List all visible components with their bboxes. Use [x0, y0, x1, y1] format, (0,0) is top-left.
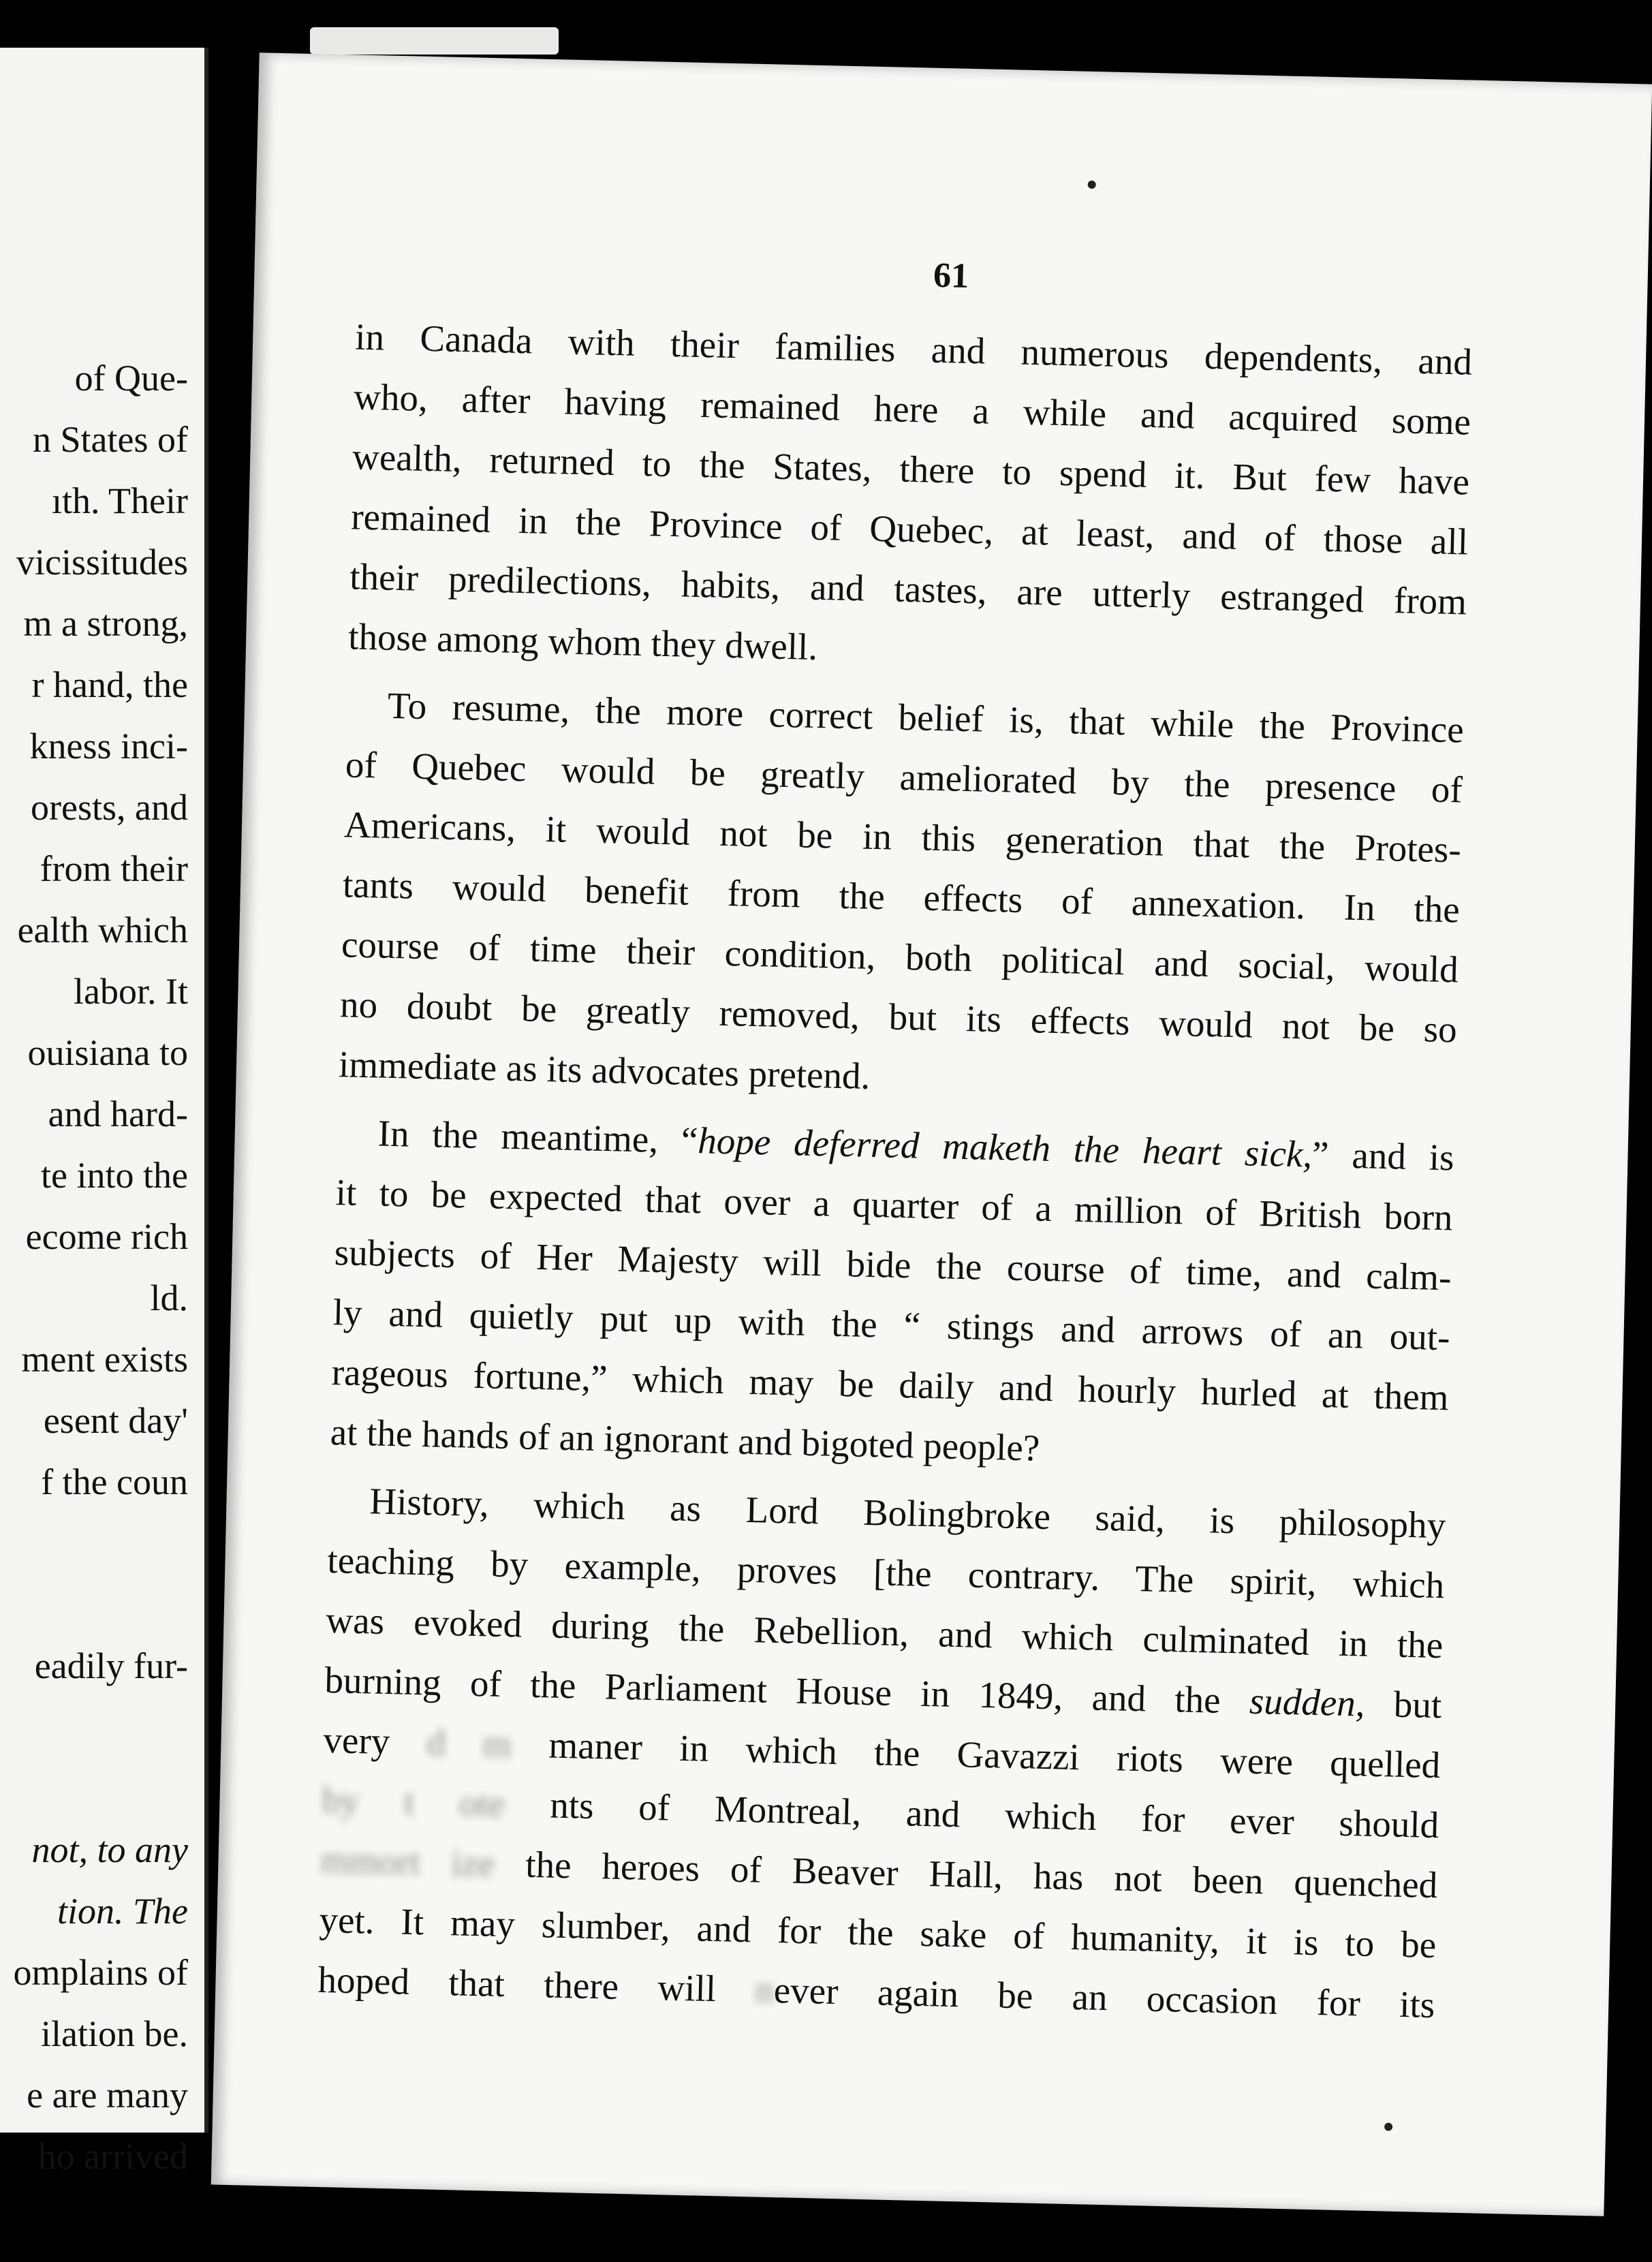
facing-page-line: ıth. Their: [52, 480, 188, 521]
facing-page-line: not, to any: [31, 1829, 188, 1870]
text-line: in Canada with their families and numerous dependents, and: [354, 315, 1473, 383]
text-line: who, after having remained here a while and acquired some: [353, 375, 1471, 443]
text-run: ” and is: [1311, 1133, 1455, 1179]
paragraph-2: [338, 675, 1465, 1119]
page-body: [317, 307, 1473, 2044]
facing-page-line: vicissitudes: [16, 542, 188, 583]
facing-page-line: and hard-: [48, 1094, 188, 1134]
text-line: subjects of Her Majesty will bide the course of time, and calm-: [334, 1231, 1452, 1299]
facing-page-line: [0, 1513, 188, 1635]
facing-page-line: e are many: [27, 2075, 188, 2116]
facing-page-line: f the coun: [41, 1461, 188, 1502]
text-run: but: [1364, 1682, 1442, 1726]
text-line: those among whom they dwell.: [347, 615, 818, 668]
facing-page-line: orests, and: [31, 787, 188, 828]
smudged-text: n: [754, 1968, 775, 2011]
facing-page-line: ld.: [150, 1277, 188, 1318]
text-line: remained in the Province of Quebec, at least, and of those all: [350, 495, 1469, 563]
text-line: immediate as its advocates pretend.: [338, 1043, 871, 1097]
text-run: hoped that there will: [317, 1958, 756, 2011]
text-line: yet. It may slumber, and for the sake of humanity, it is to be: [318, 1898, 1437, 1966]
facing-page-line: eadily fur-: [34, 1645, 188, 1686]
text-run: maner in which the Gavazzi riots were quelled: [511, 1723, 1441, 1786]
facing-page-line: ment exists: [21, 1339, 188, 1380]
facing-page-text: [0, 347, 188, 2187]
text-line: at the hands of an ignorant and bigoted people?: [330, 1411, 1040, 1469]
page-tab: [310, 27, 559, 55]
facing-page: [0, 48, 208, 2177]
facing-page-line: ilation be.: [41, 2013, 188, 2054]
facing-page-line: of Que-: [74, 358, 188, 399]
facing-page-line: ealth which: [17, 910, 188, 950]
text-line: teaching by example, proves [the contrary. The spirit, which: [326, 1539, 1445, 1607]
page-number: 61: [933, 255, 969, 296]
text-run: the heroes of Beaver Hall, has not been quenched: [494, 1842, 1438, 1906]
text-line: course of time their condition, both political and social, would: [341, 923, 1459, 991]
text-line: tants would benefit from the effects of annexation. In the: [342, 863, 1461, 931]
facing-page-line: ecome rich: [25, 1216, 188, 1257]
text-line: wealth, returned to the States, there to spend it. But few have: [352, 435, 1470, 503]
paragraph-3: [330, 1102, 1455, 1487]
text-line: History, which as Lord Bolingbroke said, is philosophy: [369, 1480, 1446, 1547]
text-line: of Quebec would be greatly ameliorated by the presence of: [345, 743, 1463, 811]
facing-page-line: [0, 1696, 188, 1819]
facing-page-line: kness inci-: [29, 726, 188, 766]
ink-speck: [1088, 181, 1096, 189]
emphasis: sudden,: [1249, 1679, 1366, 1724]
facing-page-line: n States of: [33, 419, 188, 460]
text-line: rageous fortune,” which may be daily and hourly hurled at them: [331, 1351, 1450, 1419]
facing-page-line: from their: [40, 848, 188, 889]
paragraph-1: [347, 307, 1473, 692]
text-line: was evoked during the Rebellion, and which culminated in the: [325, 1599, 1444, 1667]
facing-page-line: labor. It: [74, 971, 188, 1012]
text-line: no doubt be greatly removed, but its effects would not be so: [339, 983, 1458, 1051]
smudged-text: d m: [426, 1721, 512, 1765]
text-run: In the meantime, “: [377, 1112, 699, 1162]
smudged-text: by t ote: [321, 1778, 551, 1826]
facing-page-line: ouisiana to: [27, 1032, 188, 1073]
text-run: burning of the Parliament House in 1849, and the: [324, 1659, 1250, 1722]
smudged-text: mmort ize: [320, 1838, 496, 1885]
facing-page-line: ho arrived: [37, 2136, 188, 2177]
facing-page-line: r hand, the: [31, 664, 188, 705]
text-line: To resume, the more correct belief is, that while the Province: [387, 684, 1465, 751]
text-line: their predilections, habits, and tastes, are utterly estranged from: [349, 555, 1467, 623]
quotation: hope deferred maketh the heart sick,: [697, 1119, 1313, 1175]
facing-page-line: m a strong,: [23, 603, 188, 644]
paragraph-4: [317, 1470, 1447, 2035]
facing-page-line: tion. The: [57, 1891, 188, 1932]
text-run: very: [322, 1718, 428, 1763]
text-run: ever again be an occasion for its: [773, 1969, 1435, 2026]
ink-speck: [1384, 2122, 1392, 2131]
book-page: [211, 52, 1652, 2216]
text-line: Americans, it would not be in this generation that the Protes-: [343, 803, 1462, 871]
text-line: it to be expected that over a quarter of a million of British born: [335, 1171, 1454, 1239]
facing-page-line: esent day': [43, 1400, 188, 1441]
text-run: nts of Montreal, and which for ever should: [549, 1784, 1439, 1846]
text-line: ly and quietly put up with the “ stings and arrows of an out-: [332, 1291, 1451, 1359]
facing-page-line: omplains of: [13, 1952, 188, 1993]
facing-page-line: te into the: [41, 1155, 188, 1196]
